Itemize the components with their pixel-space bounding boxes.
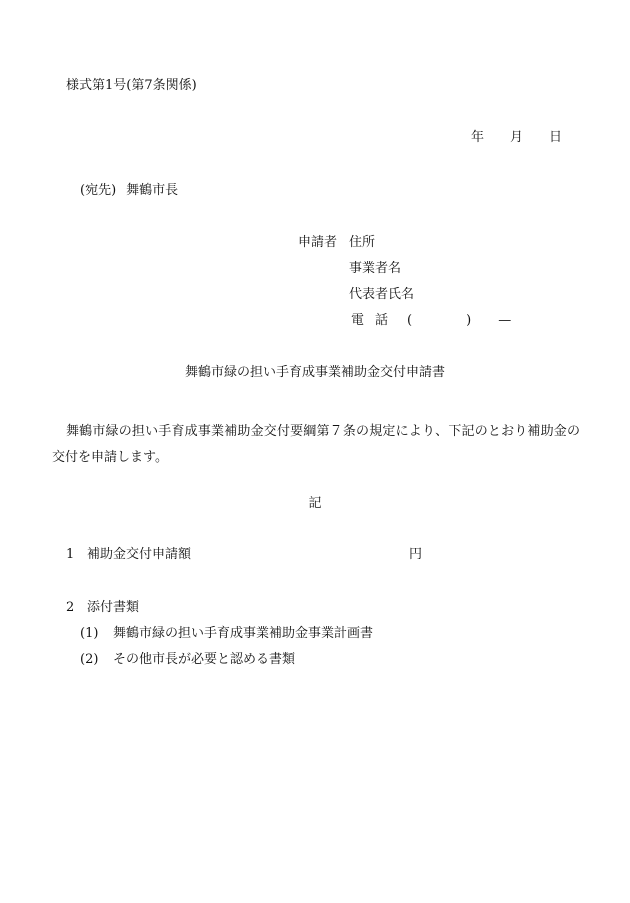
- phone-close-paren: ): [466, 313, 472, 328]
- recipient-prefix: (宛先): [80, 183, 117, 198]
- address-label: 住所: [349, 235, 376, 250]
- attachment-number: (1): [80, 626, 99, 641]
- date-row: [471, 131, 562, 144]
- item2-label: 添付書類: [87, 600, 140, 615]
- phone-row: [349, 314, 511, 327]
- item1-number: 1: [66, 547, 75, 562]
- attachment-number: (2): [80, 652, 99, 667]
- item2-number: 2: [66, 600, 75, 615]
- attachment-text: その他市長が必要と認める書類: [113, 652, 296, 667]
- phone-dash: —: [498, 313, 512, 328]
- phone-open-paren: (: [407, 313, 413, 328]
- ki-heading: 記: [308, 496, 322, 511]
- year-label: 年: [471, 130, 485, 145]
- month-label: 月: [510, 130, 524, 145]
- body-paragraph: 舞鶴市緑の担い手育成事業補助金交付要綱第７条の規定により、下記のとおり補助金の交付を申請します。: [52, 424, 580, 465]
- business-name-label: 事業者名: [349, 261, 402, 276]
- day-label: 日: [549, 130, 563, 145]
- recipient: [80, 184, 178, 197]
- item1-unit: 円: [409, 547, 423, 562]
- phone-label-1: 電: [351, 313, 365, 328]
- document-title: 舞鶴市緑の担い手育成事業補助金交付申請書: [184, 365, 445, 380]
- recipient-name: 舞鶴市長: [126, 183, 179, 198]
- representative-label: 代表者氏名: [349, 287, 415, 302]
- phone-label-2: 話: [375, 313, 389, 328]
- attachment-text: 舞鶴市緑の担い手育成事業補助金事業計画書: [113, 626, 374, 641]
- item1-label: 補助金交付申請額: [87, 547, 192, 562]
- applicant-label: 申請者: [298, 235, 338, 250]
- form-number: 様式第1号(第7条関係): [66, 78, 197, 93]
